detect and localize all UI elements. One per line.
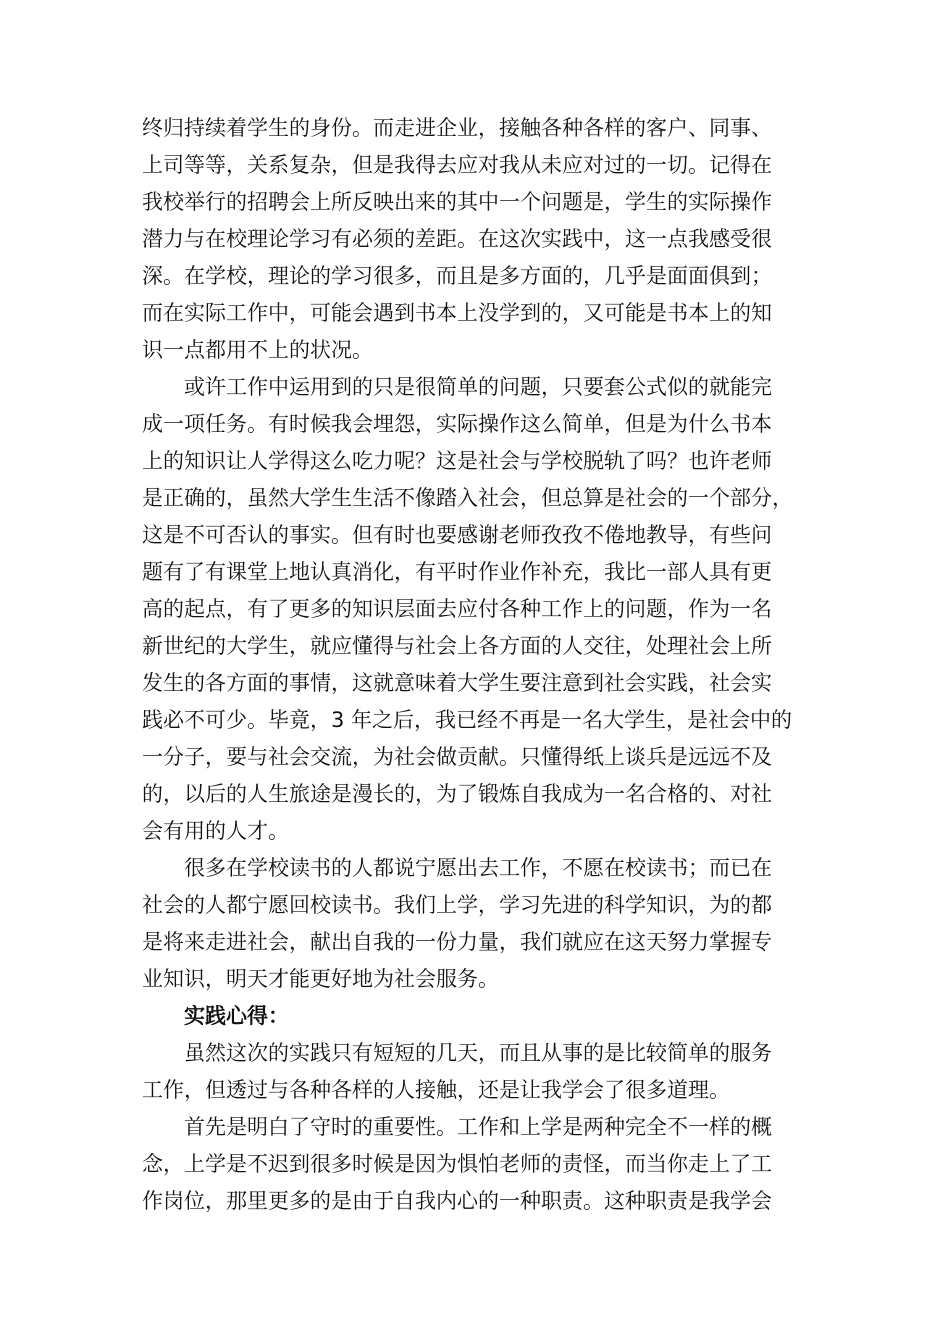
text-line: 终归持续着学生的身份。而走进企业，接触各种各样的客户、同事、: [142, 116, 772, 140]
text-line: 作岗位，那里更多的是由于自我内心的一种职责。这种职责是我学会: [142, 1189, 772, 1213]
text-line: 会有用的人才。: [142, 819, 289, 843]
paragraph-first-line: 首先是明白了守时的重要性。工作和上学是两种完全不一样的概: [184, 1115, 772, 1139]
text-line: 社会的人都宁愿回校读书。我们上学，学习先进的科学知识，为的都: [142, 893, 772, 917]
text-line: 业知识，明天才能更好地为社会服务。: [142, 967, 499, 991]
body-text: [142, 110, 812, 1220]
text-line: 成一项任务。有时候我会埋怨，实际操作这么简单，但是为什么书本: [142, 412, 772, 436]
text-line: 题有了有课堂上地认真消化，有平时作业作补充，我比一部人具有更: [142, 560, 772, 584]
text-line: 上的知识让人学得这么吃力呢？这是社会与学校脱轨了吗？也许老师: [142, 449, 772, 473]
text-line: 识一点都用不上的状况。: [142, 338, 373, 362]
paragraph-first-line: 虽然这次的实践只有短短的几天，而且从事的是比较简单的服务: [184, 1041, 772, 1065]
text-line: 潜力与在校理论学习有必须的差距。在这次实践中，这一点我感受很: [142, 227, 772, 251]
text-line: 深。在学校，理论的学习很多，而且是多方面的，几乎是面面俱到；: [142, 264, 772, 288]
paragraph-first-line: 或许工作中运用到的只是很简单的问题，只要套公式似的就能完: [184, 375, 772, 399]
text-line: 的，以后的人生旅途是漫长的，为了锻炼自我成为一名合格的、对社: [142, 782, 772, 806]
text-line: 践必不可少。毕竟，3 年之后，我已经不再是一名大学生，是社会中的: [142, 708, 793, 732]
text-line: 新世纪的大学生，就应懂得与社会上各方面的人交往，处理社会上所: [142, 634, 772, 658]
text-line: 念，上学是不迟到很多时候是因为惧怕老师的责怪，而当你走上了工: [142, 1152, 772, 1176]
text-line: 我校举行的招聘会上所反映出来的其中一个问题是，学生的实际操作: [142, 190, 772, 214]
text-line: 发生的各方面的事情，这就意味着大学生要注意到社会实践，社会实: [142, 671, 772, 695]
text-line: 高的起点，有了更多的知识层面去应付各种工作上的问题，作为一名: [142, 597, 772, 621]
text-line: 上司等等，关系复杂，但是我得去应对我从未应对过的一切。记得在: [142, 153, 772, 177]
text-line: 这是不可否认的事实。但有时也要感谢老师孜孜不倦地教导，有些问: [142, 523, 772, 547]
paragraph-first-line: 很多在学校读书的人都说宁愿出去工作，不愿在校读书；而已在: [184, 856, 772, 880]
text-line: 而在实际工作中，可能会遇到书本上没学到的，又可能是书本上的知: [142, 301, 772, 325]
text-line: 是将来走进社会，献出自我的一份力量，我们就应在这天努力掌握专: [142, 930, 772, 954]
text-line: 工作，但透过与各种各样的人接触，还是让我学会了很多道理。: [142, 1078, 730, 1102]
text-line: 是正确的，虽然大学生生活不像踏入社会，但总算是社会的一个部分，: [142, 486, 793, 510]
text-line: 一分子，要与社会交流，为社会做贡献。只懂得纸上谈兵是远远不及: [142, 745, 772, 769]
section-heading: 实践心得：: [184, 1004, 289, 1028]
